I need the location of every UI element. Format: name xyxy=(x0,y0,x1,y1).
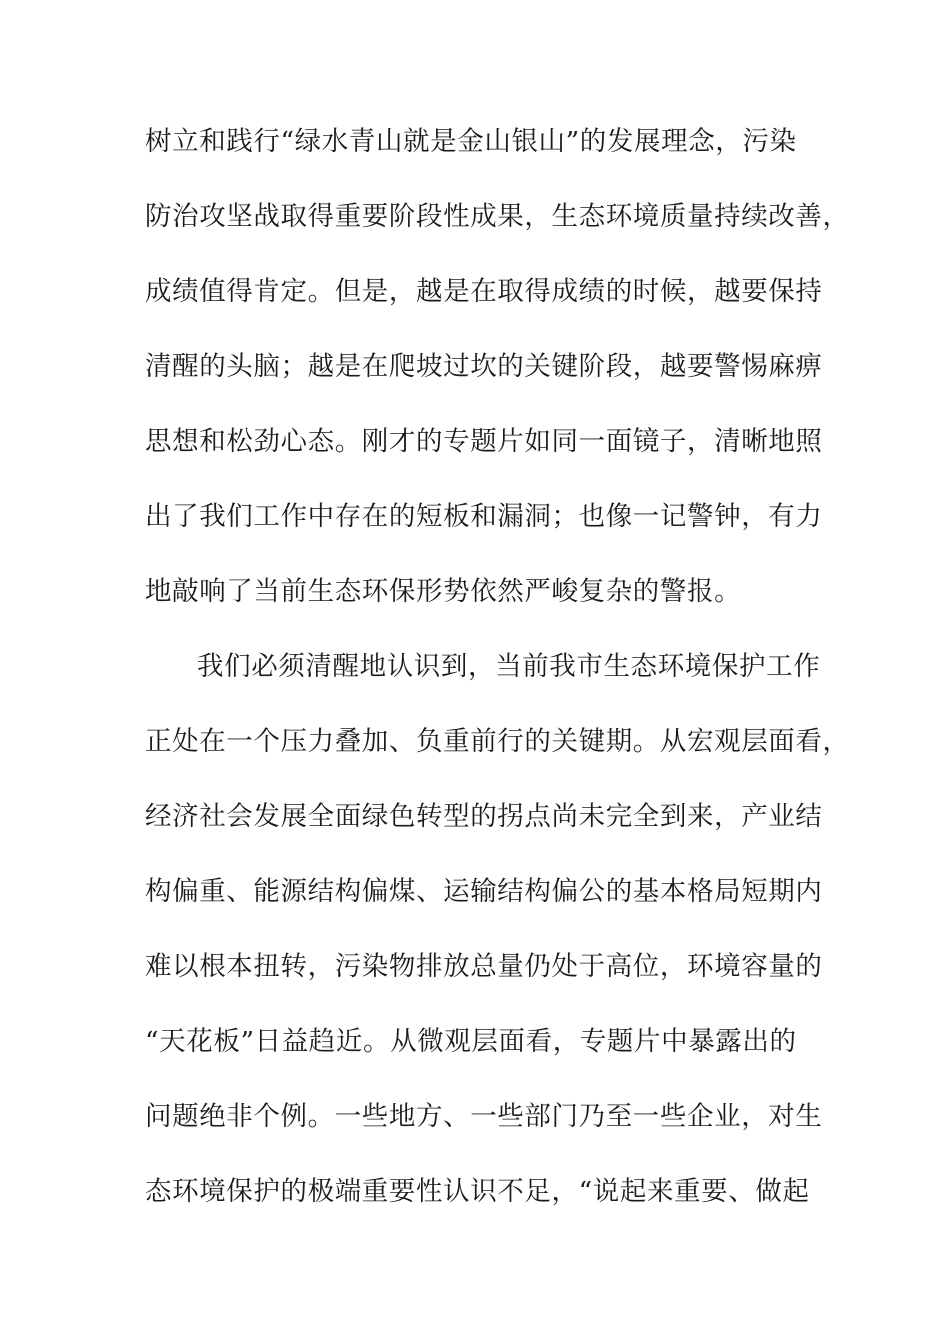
paragraph-line: 思想和松劲心态。刚才的专题片如同一面镜子，清晰地照 xyxy=(145,426,823,457)
paragraph-line: 清醒的头脑；越是在爬坡过坎的关键阶段，越要警惕麻痹 xyxy=(145,351,823,382)
paragraph-line: 正处在一个压力叠加、负重前行的关键期。从宏观层面看， xyxy=(145,726,850,757)
paragraph-line: 出了我们工作中存在的短板和漏洞；也像一记警钟，有力 xyxy=(145,501,823,532)
paragraph-line: 防治攻坚战取得重要阶段性成果，生态环境质量持续改善， xyxy=(145,201,850,232)
paragraph-line: 成绩值得肯定。但是，越是在取得成绩的时候，越要保持 xyxy=(145,276,823,307)
paragraph-line: 难以根本扭转，污染物排放总量仍处于高位，环境容量的 xyxy=(145,951,823,982)
paragraph-line: 构偏重、能源结构偏煤、运输结构偏公的基本格局短期内 xyxy=(145,876,823,907)
paragraph-line: “天花板”日益趋近。从微观层面看，专题片中暴露出的 xyxy=(145,1026,797,1057)
paragraph-first-line: 我们必须清醒地认识到，当前我市生态环境保护工作 xyxy=(197,651,821,682)
paragraph-line: 问题绝非个例。一些地方、一些部门乃至一些企业，对生 xyxy=(145,1101,823,1132)
paragraph-line: 地敲响了当前生态环保形势依然严峻复杂的警报。 xyxy=(145,576,742,607)
paragraph-line: 经济社会发展全面绿色转型的拐点尚未完全到来，产业结 xyxy=(145,801,823,832)
paragraph-line: 态环境保护的极端重要性认识不足，“说起来重要、做起 xyxy=(145,1176,810,1207)
paragraph-line: 树立和践行“绿水青山就是金山银山”的发展理念，污染 xyxy=(145,126,797,157)
